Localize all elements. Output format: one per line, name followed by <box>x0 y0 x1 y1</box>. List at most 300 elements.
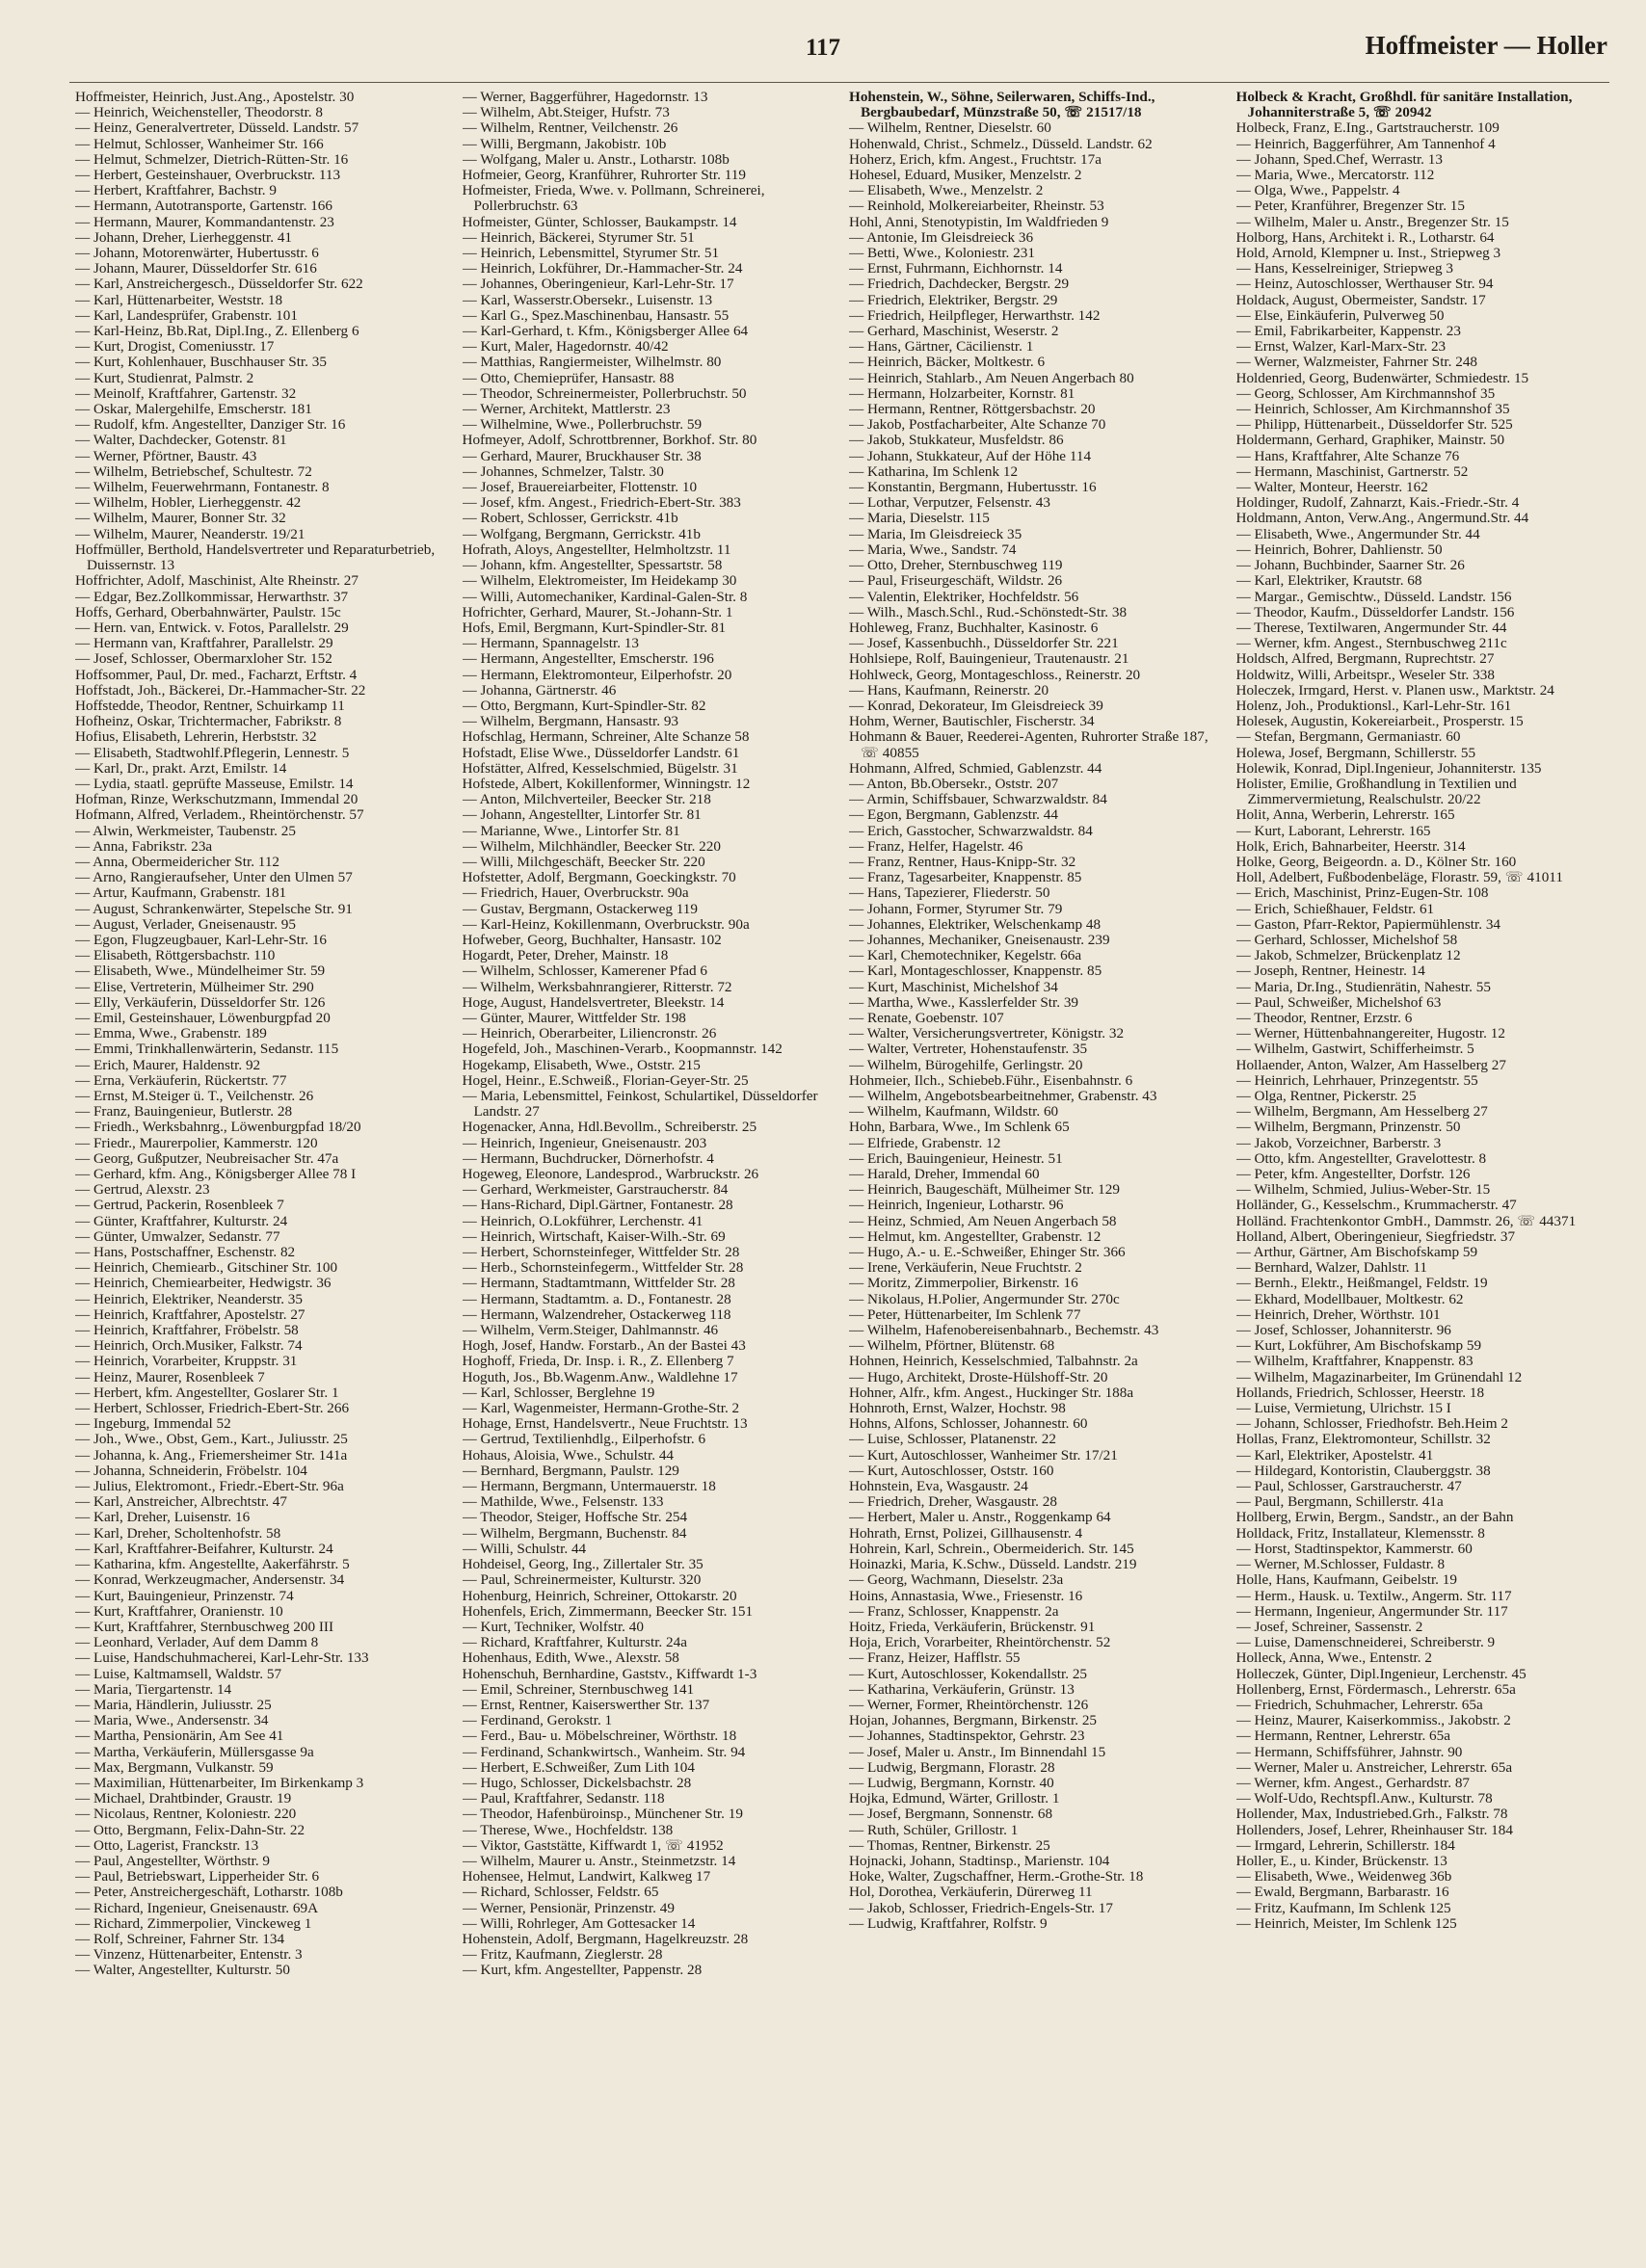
directory-entry: — Wolfgang, Bergmann, Gerrickstr. 41b <box>462 526 701 542</box>
directory-entry: Hogh, Josef, Handw. Forstarb., An der Bastei 43 <box>462 1338 746 1355</box>
directory-entry: — Karl, Montageschlosser, Knappenstr. 85 <box>849 963 1102 980</box>
directory-entry: — Theodor, Schreinermeister, Pollerbruchstr. 50 <box>462 385 747 402</box>
directory-entry: — Josef, Bergmann, Sonnenstr. 68 <box>849 1806 1053 1823</box>
directory-entry: — Wilhelm, Hobler, Lierheggenstr. 42 <box>75 495 302 512</box>
directory-entry: Hohenburg, Heinrich, Schreiner, Ottokarstr. 20 <box>462 1588 737 1604</box>
directory-entry: — Heinrich, Baggerführer, Am Tannenhof 4 <box>1235 136 1496 152</box>
directory-entry: — Irene, Verkäuferin, Neue Fruchtstr. 2 <box>849 1260 1082 1277</box>
directory-entry: — Anna, Fabrikstr. 23a <box>75 838 213 855</box>
directory-entry: — Katharina, kfm. Angestellte, Aakerfährstr. 5 <box>75 1557 350 1573</box>
directory-entry: — Therese, Wwe., Hochfeldstr. 138 <box>462 1822 674 1838</box>
directory-entry: — Heinrich, Bäckerei, Styrumer Str. 51 <box>462 229 695 246</box>
directory-entry: — Heinrich, O.Lokführer, Lerchenstr. 41 <box>462 1213 704 1229</box>
directory-entry: Hohenfels, Erich, Zimmermann, Beecker Str. 151 <box>462 1603 754 1620</box>
directory-entry: Hoghoff, Frieda, Dr. Insp. i. R., Z. Ellenberg 7 <box>462 1354 734 1370</box>
directory-entry: — Günter, Maurer, Wittfelder Str. 198 <box>462 1010 686 1026</box>
directory-entry: — Karl, Elektriker, Krautstr. 68 <box>1235 573 1422 590</box>
directory-entry: — Georg, Schlosser, Am Kirchmannshof 35 <box>1235 385 1496 402</box>
directory-entry: — Karl-Gerhard, t. Kfm., Königsberger Allee 64 <box>462 324 749 340</box>
directory-entry: — Hermann, Schiffsführer, Jahnstr. 90 <box>1235 1744 1463 1760</box>
directory-entry: — Karl-Heinz, Kokillenmann, Overbruckstr. 90a <box>462 916 750 933</box>
directory-entry: — August, Schrankenwärter, Stepelsche Str. 91 <box>75 901 353 917</box>
directory-entry: — Kurt, Techniker, Wolfstr. 40 <box>462 1619 644 1635</box>
directory-entry: — Karl, Anstreichergesch., Düsseldorfer Str. 622 <box>75 277 363 293</box>
directory-entry: — Paul, Friseurgeschäft, Wildstr. 26 <box>849 573 1063 590</box>
directory-entry: — Viktor, Gaststätte, Kiffwardt 1, ☏ 41952 <box>462 1837 724 1854</box>
directory-entry: Hohrein, Karl, Schrein., Obermeiderich. Str. 145 <box>849 1541 1134 1557</box>
directory-entry: — Ludwig, Kraftfahrer, Rolfstr. 9 <box>849 1915 1048 1932</box>
directory-entry: — Kurt, Kohlenhauer, Buschhauser Str. 35 <box>75 355 327 371</box>
directory-entry: — Gertrud, Textilienhdlg., Eilperhofstr. 6 <box>462 1432 706 1448</box>
directory-entry: — Werner, kfm. Angest., Sternbuschweg 211c <box>1235 636 1507 652</box>
directory-entry: Hollberg, Erwin, Bergm., Sandstr., an der Bahn <box>1235 1510 1514 1526</box>
directory-entry: — Johann, Stukkateur, Auf der Höhe 114 <box>849 448 1092 464</box>
directory-entry: — Hermann van, Kraftfahrer, Parallelstr. 29 <box>75 636 333 652</box>
directory-entry: — Martha, Wwe., Kasslerfelder Str. 39 <box>849 994 1079 1011</box>
directory-entry: Hoinazki, Maria, K.Schw., Düsseld. Landstr. 219 <box>849 1557 1137 1573</box>
directory-entry: — Erich, Maschinist, Prinz-Eugen-Str. 108 <box>1235 885 1489 902</box>
directory-entry: — Maria, Dr.Ing., Studienrätin, Nahestr. 55 <box>1235 979 1491 995</box>
directory-entry: — Werner, kfm. Angest., Gerhardstr. 87 <box>1235 1775 1471 1791</box>
directory-entry: — Willi, Bergmann, Jakobistr. 10b <box>462 136 667 152</box>
directory-entry: — Hermann, Stadtamtm. a. D., Fontanestr. 28 <box>462 1291 731 1307</box>
directory-entry: — Josef, Schreiner, Sassenstr. 2 <box>1235 1619 1423 1635</box>
directory-entry: — Kurt, Studienrat, Palmstr. 2 <box>75 370 254 386</box>
directory-entry: Hohdeisel, Georg, Ing., Zillertaler Str. 35 <box>462 1557 704 1573</box>
directory-entry: — Heinrich, Oberarbeiter, Liliencronstr. 26 <box>462 1026 717 1042</box>
directory-entry: — Hans, Kesselreiniger, Striepweg 3 <box>1235 261 1453 277</box>
directory-entry: — Friedr., Maurerpolier, Kammerstr. 120 <box>75 1135 318 1151</box>
directory-entry: — Erich, Bauingenieur, Heinestr. 51 <box>849 1150 1063 1167</box>
directory-entry: — Walter, Dachdecker, Gotenstr. 81 <box>75 433 287 449</box>
directory-entry: — Anton, Milchverteiler, Beecker Str. 218 <box>462 792 711 808</box>
directory-entry: — Artur, Kaufmann, Grabenstr. 181 <box>75 885 287 902</box>
directory-entry: — Heinrich, Elektriker, Neanderstr. 35 <box>75 1291 303 1307</box>
directory-entry: — Max, Bergmann, Vulkanstr. 59 <box>75 1759 274 1776</box>
column-1 <box>75 90 449 2236</box>
directory-entry: — Nicolaus, Rentner, Koloniestr. 220 <box>75 1806 297 1823</box>
directory-entry: — Antonie, Im Gleisdreieck 36 <box>849 229 1034 246</box>
directory-entry: — Willi, Milchgeschäft, Beecker Str. 220 <box>462 854 705 870</box>
directory-entry: Hofmeier, Georg, Kranführer, Ruhrorter Str. 119 <box>462 168 746 184</box>
directory-entry: — Ewald, Bergmann, Barbarastr. 16 <box>1235 1885 1449 1901</box>
directory-entry: Hollaender, Anton, Walzer, Am Hasselberg 27 <box>1235 1057 1506 1073</box>
directory-entry: Hohnstein, Eva, Wasgaustr. 24 <box>849 1479 1028 1495</box>
directory-entry: — Heinz, Maurer, Rosenbleek 7 <box>75 1369 265 1385</box>
directory-entry: Hoge, August, Handelsvertreter, Bleekstr. 14 <box>462 994 725 1011</box>
directory-entry: — Fritz, Kaufmann, Zieglerstr. 28 <box>462 1947 663 1964</box>
directory-entry: Hohnen, Heinrich, Kesselschmied, Talbahnstr. 2a <box>849 1354 1138 1370</box>
directory-entry: Hofmeister, Frieda, Wwe. v. Pollmann, Schreinerei, Pollerbruchstr. 63 <box>462 183 765 215</box>
directory-entry: — Johann, Former, Styrumer Str. 79 <box>849 901 1063 917</box>
directory-entry: — Herbert, Kraftfahrer, Bachstr. 9 <box>75 183 277 199</box>
directory-entry: Hollenberg, Ernst, Fördermasch., Lehrerstr. 65a <box>1235 1681 1516 1698</box>
directory-entry: — Helmut, Schlosser, Wanheimer Str. 166 <box>75 136 324 152</box>
directory-entry: — Günter, Kraftfahrer, Kulturstr. 24 <box>75 1213 288 1229</box>
directory-entry: — Maria, Wwe., Sandstr. 74 <box>849 541 1017 558</box>
directory-entry: Holborg, Hans, Architekt i. R., Lotharstr. 64 <box>1235 229 1495 246</box>
directory-entry: Holenz, Joh., Produktionsl., Karl-Lehr-Str. 161 <box>1235 698 1512 714</box>
directory-entry: — Wilhelm, Rentner, Veilchenstr. 26 <box>462 120 678 137</box>
directory-entry: — Wilhelm, Bürogehilfe, Gerlingstr. 20 <box>849 1057 1083 1073</box>
directory-entry: — Josef, kfm. Angest., Friedrich-Ebert-Str. 383 <box>462 495 741 512</box>
directory-entry: — Johanna, Gärtnerstr. 46 <box>462 682 617 699</box>
directory-entry: — Hans, Kaufmann, Reinerstr. 20 <box>849 682 1049 699</box>
directory-entry: — Herb., Schornsteinfegerm., Wittfelder Str. 28 <box>462 1260 744 1277</box>
directory-entry: — Heinrich, Ingenieur, Lotharstr. 96 <box>849 1198 1064 1214</box>
directory-entry: — Katharina, Verkäuferin, Grünstr. 13 <box>849 1681 1075 1698</box>
directory-entry: — Gaston, Pfarr-Rektor, Papiermühlenstr. 34 <box>1235 916 1501 933</box>
directory-entry: — Johann, Angestellter, Lintorfer Str. 81 <box>462 807 702 824</box>
directory-entry: — Johann, Sped.Chef, Werrastr. 13 <box>1235 151 1443 168</box>
directory-entry: — Karl, Dreher, Luisenstr. 16 <box>75 1510 251 1526</box>
directory-entry: — Gerhard, kfm. Ang., Königsberger Allee 78 I <box>75 1167 357 1183</box>
directory-entry: — Walter, Versicherungsvertreter, Königstr. 32 <box>849 1026 1125 1042</box>
directory-entry: Hogardt, Peter, Dreher, Mainstr. 18 <box>462 948 669 964</box>
directory-entry: Hohleweg, Franz, Buchhalter, Kasinostr. 6 <box>849 620 1099 636</box>
directory-entry: — Wilhelm, Bergmann, Am Hesselberg 27 <box>1235 1104 1488 1121</box>
directory-entry: — Kurt, Laborant, Lehrerstr. 165 <box>1235 823 1431 839</box>
directory-entry: — Luise, Schlosser, Platanenstr. 22 <box>849 1432 1056 1448</box>
directory-entry: — Franz, Helfer, Hagelstr. 46 <box>849 838 1023 855</box>
directory-entry: Hohmeier, Ilch., Schiebeb.Führ., Eisenbahnstr. 6 <box>849 1072 1133 1089</box>
directory-entry: — Otto, kfm. Angestellter, Gravelottestr. 8 <box>1235 1150 1487 1167</box>
directory-entry: — Friedh., Werksbahnrg., Löwenburgpfad 18/20 <box>75 1120 361 1136</box>
directory-entry: — Moritz, Zimmerpolier, Birkenstr. 16 <box>849 1276 1078 1292</box>
directory-entry: Holesek, Augustin, Kokereiarbeit., Prosperstr. 15 <box>1235 714 1524 730</box>
directory-entry: — Leonhard, Verlader, Auf dem Damm 8 <box>75 1635 319 1651</box>
directory-entry: — Lothar, Verputzer, Felsenstr. 43 <box>849 495 1050 512</box>
directory-entry: — Wilhelm, Abt.Steiger, Hufstr. 73 <box>462 105 670 121</box>
directory-entry: — Wilhelm, Bergmann, Prinzenstr. 50 <box>1235 1120 1461 1136</box>
directory-entry: — Theodor, Rentner, Erzstr. 6 <box>1235 1010 1413 1026</box>
directory-entry: Holleck, Anna, Wwe., Entenstr. 2 <box>1235 1650 1432 1667</box>
directory-entry: — Johannes, Elektriker, Welschenkamp 48 <box>849 916 1102 933</box>
directory-entry: Hohesel, Eduard, Musiker, Menzelstr. 2 <box>849 168 1082 184</box>
directory-entry: — Johann, kfm. Angestellter, Spessartstr. 58 <box>462 558 723 574</box>
directory-entry: — Heinz, Maurer, Kaiserkommiss., Jakobstr. 2 <box>1235 1713 1511 1729</box>
directory-entry: Hoherz, Erich, kfm. Angest., Fruchtstr. 17a <box>849 151 1102 168</box>
directory-entry: — Herbert, Gesteinshauer, Overbruckstr. 113 <box>75 168 341 184</box>
directory-entry: — Wilhelm, Milchhändler, Beecker Str. 220 <box>462 838 721 855</box>
directory-entry: — Wilhelm, Bergmann, Hansastr. 93 <box>462 714 679 730</box>
directory-entry: — Heinrich, Lokführer, Dr.-Hammacher-Str. 24 <box>462 261 743 277</box>
directory-entry: — Luise, Damenschneiderei, Schreiberstr. 9 <box>1235 1635 1496 1651</box>
directory-entry: Hohenschuh, Bernhardine, Gaststv., Kiffwardt 1-3 <box>462 1666 757 1682</box>
directory-entry: — Thomas, Rentner, Birkenstr. 25 <box>849 1837 1050 1854</box>
directory-entry: — Johann, Maurer, Düsseldorfer Str. 616 <box>75 261 317 277</box>
directory-entry: — Ferdinand, Schankwirtsch., Wanheim. Str. 94 <box>462 1744 746 1760</box>
directory-entry: — Werner, Maler u. Anstreicher, Lehrerstr. 65a <box>1235 1759 1513 1776</box>
directory-entry: — Konrad, Dekorateur, Im Gleisdreieck 39 <box>849 698 1103 714</box>
directory-entry: — Hans, Kraftfahrer, Alte Schanze 76 <box>1235 448 1460 464</box>
directory-entry: — Hermann, Rentner, Röttgersbachstr. 20 <box>849 402 1096 418</box>
directory-entry: Hofman, Rinze, Werkschutzmann, Immendal 20 <box>75 792 358 808</box>
directory-entry: — Friedrich, Dachdecker, Bergstr. 29 <box>849 277 1070 293</box>
directory-entry: — Ferdinand, Gerokstr. 1 <box>462 1713 613 1729</box>
directory-entry: — Wolfgang, Maler u. Anstr., Lotharstr. 108b <box>462 151 730 168</box>
directory-entry: — Kurt, Maler, Hagedornstr. 40/42 <box>462 339 669 356</box>
directory-entry: — Werner, Pförtner, Baustr. 43 <box>75 448 257 464</box>
directory-entry: — Hermann, Holzarbeiter, Kornstr. 81 <box>849 385 1075 402</box>
directory-entry: — Hermann, Maschinist, Gartnerstr. 52 <box>1235 463 1469 480</box>
directory-entry: Hohenstein, W., Söhne, Seilerwaren, Schiffs-Ind., Bergbaubedarf, Münzstraße 50, ☏ 21517/18 <box>849 90 1155 121</box>
directory-entry: — Jakob, Stukkateur, Musfeldstr. 86 <box>849 433 1064 449</box>
directory-entry: — Ernst, Rentner, Kaiserswerther Str. 137 <box>462 1697 710 1713</box>
directory-entry: Hohner, Alfr., kfm. Angest., Huckinger Str. 188a <box>849 1385 1134 1401</box>
directory-entry: — Heinrich, Baugeschäft, Mülheimer Str. 129 <box>849 1182 1120 1199</box>
directory-entry: Holland, Albert, Oberingenieur, Siegfriedstr. 37 <box>1235 1228 1516 1245</box>
directory-entry: — Karl, Schlosser, Berglehne 19 <box>462 1385 655 1401</box>
directory-entry: — Heinrich, Wirtschaft, Kaiser-Wilh.-Str. 69 <box>462 1228 726 1245</box>
directory-entry: — Theodor, Kaufm., Düsseldorfer Landstr. 156 <box>1235 604 1515 620</box>
directory-entry: — Wilhelm, Maurer u. Anstr., Steinmetzstr. 14 <box>462 1853 736 1869</box>
directory-entry: — Ludwig, Bergmann, Florastr. 28 <box>849 1759 1055 1776</box>
directory-entry: — Karl, Wasserstr.Obersekr., Luisenstr. 13 <box>462 292 713 308</box>
directory-entry: Holdmann, Anton, Verw.Ang., Angermund.Str. 44 <box>1235 511 1529 527</box>
directory-entry: — Matthias, Rangiermeister, Wilhelmstr. 80 <box>462 355 722 371</box>
directory-entry: — Wilhelm, Feuerwehrmann, Fontanestr. 8 <box>75 480 330 496</box>
directory-entry: — Heinz, Generalvertreter, Düsseld. Landstr. 57 <box>75 120 359 137</box>
directory-entry: Hohmann, Alfred, Schmied, Gablenzstr. 44 <box>849 760 1102 777</box>
directory-entry: — Walter, Monteur, Heerstr. 162 <box>1235 480 1428 496</box>
directory-entry: — Herbert, Schlosser, Friedrich-Ebert-Str. 266 <box>75 1401 350 1417</box>
directory-entry: — Peter, Anstreichergeschäft, Lotharstr. 108b <box>75 1885 343 1901</box>
directory-entry: — Armin, Schiffsbauer, Schwarzwaldstr. 84 <box>849 792 1107 808</box>
directory-entry: — Katharina, Im Schlenk 12 <box>849 463 1019 480</box>
directory-entry: — Theodor, Hafenbüroinsp., Münchener Str. 19 <box>462 1806 743 1823</box>
directory-entry: Hohaus, Aloisia, Wwe., Schulstr. 44 <box>462 1447 675 1464</box>
directory-entry: — Karl, Elektriker, Apostelstr. 41 <box>1235 1447 1434 1464</box>
directory-entry: — Hermann, Stadtamtmann, Wittfelder Str. 28 <box>462 1276 735 1292</box>
directory-entry: — Josef, Brauereiarbeiter, Flottenstr. 10 <box>462 480 698 496</box>
directory-entry: — Ruth, Schüler, Grillostr. 1 <box>849 1822 1019 1838</box>
directory-entry: — Ekhard, Modellbauer, Moltkestr. 62 <box>1235 1291 1464 1307</box>
directory-entry: — Theodor, Steiger, Hoffsche Str. 254 <box>462 1510 688 1526</box>
directory-entry: — Wilh., Masch.Schl., Rud.-Schönstedt-Str. 38 <box>849 604 1128 620</box>
directory-entry: Holländer, G., Kesselschm., Krummacherstr. 47 <box>1235 1198 1517 1214</box>
directory-entry: — Johann, Motorenwärter, Hubertusstr. 6 <box>75 246 319 262</box>
directory-entry: — Walter, Vertreter, Hohenstaufenstr. 35 <box>849 1042 1088 1058</box>
directory-entry: — Paul, Bergmann, Schillerstr. 41a <box>1235 1494 1444 1511</box>
directory-entry: — Franz, Heizer, Hafflstr. 55 <box>849 1650 1021 1667</box>
directory-entry: — Kurt, Autoschlosser, Kokendallstr. 25 <box>849 1666 1088 1682</box>
directory-entry: — Elisabeth, Wwe., Weidenweg 36b <box>1235 1869 1452 1886</box>
directory-entry: — Günter, Umwalzer, Sedanstr. 77 <box>75 1228 280 1245</box>
directory-entry: — Wilhelm, Bergmann, Buchenstr. 84 <box>462 1525 687 1542</box>
directory-entry: — Jakob, Schlosser, Friedrich-Engels-Str. 17 <box>849 1900 1113 1916</box>
directory-entry: Hofius, Elisabeth, Lehrerin, Herbststr. 32 <box>75 729 317 746</box>
directory-entry: — Martha, Pensionärin, Am See 41 <box>75 1728 284 1745</box>
directory-entry: — Wilhelm, Kaufmann, Wildstr. 60 <box>849 1104 1059 1121</box>
directory-entry: — Wilhelm, Magazinarbeiter, Im Grünendahl 12 <box>1235 1369 1523 1385</box>
directory-entry: — Hugo, Schlosser, Dickelsbachstr. 28 <box>462 1775 692 1791</box>
directory-entry: — Heinrich, Chemiearbeiter, Hedwigstr. 36 <box>75 1276 332 1292</box>
directory-entry: Hoja, Erich, Vorarbeiter, Rheintörchenstr. 52 <box>849 1635 1111 1651</box>
directory-entry: Holeczek, Irmgard, Herst. v. Planen usw., Marktstr. 24 <box>1235 682 1554 699</box>
directory-entry: Holle, Hans, Kaufmann, Geibelstr. 19 <box>1235 1572 1457 1589</box>
directory-entry: — Renate, Goebenstr. 107 <box>849 1010 1004 1026</box>
directory-entry: — Wilhelm, Pförtner, Blütenstr. 68 <box>849 1338 1055 1355</box>
directory-entry: — Hugo, Architekt, Droste-Hülshoff-Str. 20 <box>849 1369 1108 1385</box>
directory-entry: — Wilhelm, Schlosser, Kamerener Pfad 6 <box>462 963 708 980</box>
directory-entry: — Maria, Wwe., Mercatorstr. 112 <box>1235 168 1435 184</box>
directory-entry: — Emil, Schreiner, Sternbuschweg 141 <box>462 1681 695 1698</box>
directory-entry: — Hermann, Buchdrucker, Dörnerhofstr. 4 <box>462 1150 714 1167</box>
directory-entry: — Franz, Rentner, Haus-Knipp-Str. 32 <box>849 854 1076 870</box>
directory-entry: Hofschlag, Hermann, Schreiner, Alte Schanze 58 <box>462 729 750 746</box>
directory-entry: — Hans, Gärtner, Cäcilienstr. 1 <box>849 339 1034 356</box>
directory-entry: Hoguth, Jos., Bb.Wagenm.Anw., Waldlehne 17 <box>462 1369 738 1385</box>
directory-entry: — Emil, Gesteinshauer, Löwenburgpfad 20 <box>75 1010 331 1026</box>
directory-entry: — Richard, Schlosser, Feldstr. 65 <box>462 1885 659 1901</box>
directory-entry: — Maximilian, Hüttenarbeiter, Im Birkenkamp 3 <box>75 1775 364 1791</box>
directory-entry: — Karl, Hüttenarbeiter, Weststr. 18 <box>75 292 283 308</box>
directory-entry: — Oskar, Malergehilfe, Emscherstr. 181 <box>75 402 312 418</box>
directory-entry: — Wilhelm, Hafenobereisenbahnarb., Bechemstr. 43 <box>849 1323 1159 1339</box>
directory-entry: — Ludwig, Bergmann, Kornstr. 40 <box>849 1775 1054 1791</box>
directory-entry: — Paul, Kraftfahrer, Sedanstr. 118 <box>462 1791 665 1807</box>
directory-entry: — Maria, Im Gleisdreieck 35 <box>849 526 1022 542</box>
directory-entry: Hojnacki, Johann, Stadtinsp., Marienstr. 104 <box>849 1853 1110 1869</box>
directory-entry: — Elisabeth, Wwe., Menzelstr. 2 <box>849 183 1044 199</box>
directory-entry: Hogel, Heinr., E.Schweiß., Florian-Geyer-Str. 25 <box>462 1072 749 1089</box>
directory-entry: Hofrath, Aloys, Angestellter, Helmholtzstr. 11 <box>462 541 731 558</box>
directory-entry: — Herbert, kfm. Angestellter, Goslarer Str. 1 <box>75 1385 339 1401</box>
directory-entry: — Erna, Verkäuferin, Rückertstr. 77 <box>75 1072 287 1089</box>
directory-entry: — Wilhelm, Maler u. Anstr., Bregenzer Str. 15 <box>1235 214 1509 230</box>
directory-entry: Holewik, Konrad, Dipl.Ingenieur, Johanniterstr. 135 <box>1235 760 1542 777</box>
directory-entry: Hohmann & Bauer, Reederei-Agenten, Ruhrorter Straße 187, ☏ 40855 <box>849 729 1208 761</box>
directory-entry: — Paul, Schlosser, Garstraucherstr. 47 <box>1235 1479 1462 1495</box>
directory-entry: Holdinger, Rudolf, Zahnarzt, Kais.-Friedr.-Str. 4 <box>1235 495 1520 512</box>
directory-entry: Hoffrichter, Adolf, Maschinist, Alte Rheinstr. 27 <box>75 573 358 590</box>
directory-entry: — Kurt, Kraftfahrer, Sternbuschweg 200 III <box>75 1619 334 1635</box>
directory-entry: Hold, Arnold, Klempner u. Inst., Striepweg 3 <box>1235 246 1501 262</box>
directory-entry: — Richard, Ingenieur, Gneisenaustr. 69A <box>75 1900 319 1916</box>
directory-entry: — Jakob, Vorzeichner, Barberstr. 3 <box>1235 1135 1442 1151</box>
directory-entry: — Joh., Wwe., Obst, Gem., Kart., Juliusstr. 25 <box>75 1432 348 1448</box>
directory-entry: Hofs, Emil, Bergmann, Kurt-Spindler-Str. 81 <box>462 620 727 636</box>
directory-entry: — Luise, Handschuhmacherei, Karl-Lehr-Str. 133 <box>75 1650 369 1667</box>
directory-entry: Holler, E., u. Kinder, Brückenstr. 13 <box>1235 1853 1447 1869</box>
directory-entry: — Hermann, Walzendreher, Ostackerweg 118 <box>462 1306 731 1323</box>
directory-entry: — Maria, Tiergartenstr. 14 <box>75 1681 232 1698</box>
directory-entry: — Kurt, Bauingenieur, Prinzenstr. 74 <box>75 1588 294 1604</box>
directory-entry: — Gertrud, Packerin, Rosenbleek 7 <box>75 1198 284 1214</box>
directory-entry: — Robert, Schlosser, Gerrickstr. 41b <box>462 511 678 527</box>
directory-entry: — Walter, Angestellter, Kulturstr. 50 <box>75 1963 290 1979</box>
directory-entry: — Peter, Hüttenarbeiter, Im Schlenk 77 <box>849 1306 1081 1323</box>
directory-entry: Hohl, Anni, Stenotypistin, Im Waldfrieden 9 <box>849 214 1109 230</box>
directory-entry: — Lydia, staatl. geprüfte Masseuse, Emilstr. 14 <box>75 776 354 792</box>
directory-entry: — Johann, Schlosser, Friedhofstr. Beh.Heim 2 <box>1235 1416 1508 1433</box>
directory-entry: — Bernh., Elektr., Heißmangel, Feldstr. 19 <box>1235 1276 1488 1292</box>
directory-entry: — Kurt, Autoschlosser, Wanheimer Str. 17/21 <box>849 1447 1118 1464</box>
directory-entry: — Elisabeth, Wwe., Mündelheimer Str. 59 <box>75 963 326 980</box>
directory-entry: Hofweber, Georg, Buchhalter, Hansastr. 102 <box>462 932 722 948</box>
directory-entry: — Karl, Anstreicher, Albrechtstr. 47 <box>75 1494 287 1511</box>
page-number: 117 <box>805 35 841 61</box>
directory-entry: Holbeck, Franz, E.Ing., Gartstraucherstr. 109 <box>1235 120 1500 137</box>
directory-entry: — Karl, Kraftfahrer-Beifahrer, Kulturstr. 24 <box>75 1541 333 1557</box>
directory-entry: — Karl, Dr., prakt. Arzt, Emilstr. 14 <box>75 760 287 777</box>
directory-entry: Hohage, Ernst, Handelsvertr., Neue Fruchtstr. 13 <box>462 1416 748 1433</box>
directory-entry: Holister, Emilie, Großhandlung in Textilien und Zimmervermietung, Realschulstr. 20/22 <box>1235 776 1517 808</box>
directory-entry: — Wilhelm, Maurer, Bonner Str. 32 <box>75 511 286 527</box>
directory-entry: — Werner, Baggerführer, Hagedornstr. 13 <box>462 90 708 105</box>
directory-entry: Hofheinz, Oskar, Trichtermacher, Fabrikstr. 8 <box>75 714 342 730</box>
directory-entry: — Arno, Rangieraufseher, Unter den Ulmen 57 <box>75 870 353 886</box>
directory-entry: — Jakob, Schmelzer, Brückenplatz 12 <box>1235 948 1461 964</box>
directory-entry: — Kurt, kfm. Angestellter, Pappenstr. 28 <box>462 1963 703 1979</box>
directory-entry: Hohnroth, Ernst, Walzer, Hochstr. 98 <box>849 1401 1066 1417</box>
directory-entry: — Gerhard, Maurer, Bruckhauser Str. 38 <box>462 448 702 464</box>
directory-entry: — Herbert, Schornsteinfeger, Wittfelder Str. 28 <box>462 1245 740 1261</box>
directory-entry: — Friedrich, Elektriker, Bergstr. 29 <box>849 292 1058 308</box>
directory-entry: — Paul, Angestellter, Wörthstr. 9 <box>75 1853 271 1869</box>
directory-entry: — Rolf, Schreiner, Fahrner Str. 134 <box>75 1931 285 1947</box>
directory-entry: — Otto, Bergmann, Kurt-Spindler-Str. 82 <box>462 698 706 714</box>
directory-entry: — Johannes, Mechaniker, Gneisenaustr. 239 <box>849 932 1110 948</box>
directory-entry: Holit, Anna, Werberin, Lehrerstr. 165 <box>1235 807 1455 824</box>
directory-entry: — Hermann, Rentner, Lehrerstr. 65a <box>1235 1728 1450 1745</box>
directory-entry: Hohrath, Ernst, Polizei, Gillhausenstr. 4 <box>849 1525 1083 1542</box>
directory-entry: — Hans, Postschaffner, Eschenstr. 82 <box>75 1245 296 1261</box>
directory-entry: — Emmi, Trinkhallenwärterin, Sedanstr. 115 <box>75 1042 339 1058</box>
directory-entry: — Karl, Chemotechniker, Kegelstr. 66a <box>849 948 1082 964</box>
directory-entry: Hohlweck, Georg, Montageschloss., Reinerstr. 20 <box>849 667 1141 683</box>
directory-entry: — Horst, Stadtinspektor, Kammerstr. 60 <box>1235 1541 1473 1557</box>
directory-entry: — Ernst, Walzer, Karl-Marx-Str. 23 <box>1235 339 1447 356</box>
directory-entry: Hoitz, Frieda, Verkäuferin, Brückenstr. 91 <box>849 1619 1096 1635</box>
directory-entry: — Nikolaus, H.Polier, Angermunder Str. 270c <box>849 1291 1120 1307</box>
directory-entry: — Bernhard, Bergmann, Paulstr. 129 <box>462 1463 679 1479</box>
directory-entry: — Werner, M.Schlosser, Fuldastr. 8 <box>1235 1557 1446 1573</box>
directory-entry: — Wilhelm, Verm.Steiger, Dahlmannstr. 46 <box>462 1323 719 1339</box>
directory-entry: Hojka, Edmund, Wärter, Grillostr. 1 <box>849 1791 1060 1807</box>
directory-entry: — Karl, Wagenmeister, Hermann-Grothe-Str. 2 <box>462 1401 740 1417</box>
directory-entry: — Gustav, Bergmann, Ostackerweg 119 <box>462 901 698 917</box>
directory-entry: — Olga, Rentner, Pickerstr. 25 <box>1235 1089 1417 1104</box>
directory-entry: — Wilhelm, Rentner, Dieselstr. 60 <box>849 120 1051 137</box>
directory-entry: — Wilhelm, Angebotsbearbeitnehmer, Grabenstr. 43 <box>849 1089 1157 1104</box>
directory-entry: Hollands, Friedrich, Schlosser, Heerstr. 18 <box>1235 1385 1485 1401</box>
directory-entry: — Erich, Maurer, Haldenstr. 92 <box>75 1057 261 1073</box>
directory-entry: — Heinrich, Vorarbeiter, Kruppstr. 31 <box>75 1354 298 1370</box>
directory-entry: Hohn, Barbara, Wwe., Im Schlenk 65 <box>849 1120 1070 1136</box>
directory-entry: — Emma, Wwe., Grabenstr. 189 <box>75 1026 267 1042</box>
directory-entry: — Ernst, M.Steiger ü. T., Veilchenstr. 26 <box>75 1089 314 1104</box>
directory-entry: — Therese, Textilwaren, Angermunder Str. 44 <box>1235 620 1507 636</box>
directory-entry: Holewa, Josef, Bergmann, Schillerstr. 55 <box>1235 745 1476 761</box>
directory-entry: — Josef, Kassenbuchh., Düsseldorfer Str. 221 <box>849 636 1119 652</box>
directory-entry: — Fritz, Kaufmann, Im Schlenk 125 <box>1235 1900 1451 1916</box>
directory-entry: — Irmgard, Lehrerin, Schillerstr. 184 <box>1235 1837 1455 1854</box>
directory-entry: — Johannes, Schmelzer, Talstr. 30 <box>462 463 664 480</box>
directory-entry: — Helmut, Schmelzer, Dietrich-Rütten-Str. 16 <box>75 151 349 168</box>
directory-entry: Hofrichter, Gerhard, Maurer, St.-Johann-Str. 1 <box>462 604 733 620</box>
directory-entry: — Georg, Gußputzer, Neubreisacher Str. 47a <box>75 1150 339 1167</box>
directory-entry: — Werner, Pensionär, Prinzenstr. 49 <box>462 1900 675 1916</box>
directory-entry: — Johann, Buchbinder, Saarner Str. 26 <box>1235 558 1465 574</box>
directory-entry: Hoffs, Gerhard, Oberbahnwärter, Paulstr. 15c <box>75 604 341 620</box>
directory-entry: — Hermann, Spannagelstr. 13 <box>462 636 639 652</box>
directory-entry: Hohns, Alfons, Schlosser, Johannestr. 60 <box>849 1416 1088 1433</box>
directory-entry: — Heinrich, Bäcker, Moltkestr. 6 <box>849 355 1046 371</box>
directory-entry: — Maria, Wwe., Andersenstr. 34 <box>75 1713 269 1729</box>
directory-entry: Holdack, August, Obermeister, Sandstr. 17 <box>1235 292 1486 308</box>
